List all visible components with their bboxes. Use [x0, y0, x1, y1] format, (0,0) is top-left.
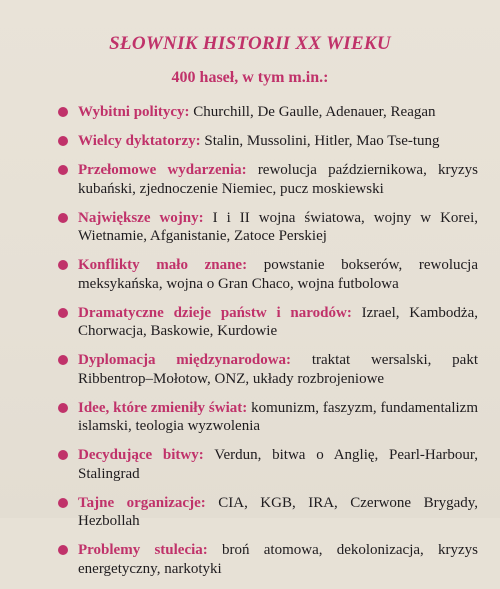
item-label: Największe wojny: [78, 209, 204, 226]
item-label: Przełomowe wydarzenia: [78, 162, 247, 178]
list-item [58, 256, 478, 293]
item-text: CIA, KGB, IRA, Czerwone Brygady, Hezbollah [78, 494, 478, 529]
bullet-icon [58, 260, 68, 270]
item-text: rewolucja październikowa, kryzys kubański, zjednoczenie Niemiec, pucz moskiewski [78, 162, 478, 197]
item-label: Dramatyczne dzieje państw i narodów: [78, 304, 352, 321]
item-label: Dyplomacja międzynarodowa: [78, 352, 292, 368]
item-text: Stalin, Mussolini, Hitler, Mao Tse-tung [204, 133, 440, 149]
bullet-icon [58, 545, 68, 555]
item-label: Wybitni politycy: [78, 104, 190, 120]
list-item [58, 399, 478, 436]
list-item [58, 103, 478, 122]
list-item [58, 351, 478, 388]
list-item [58, 446, 478, 483]
item-label: Konflikty mało znane: [78, 257, 248, 273]
bullet-icon [58, 213, 68, 223]
list-item [58, 209, 478, 246]
bullet-icon [58, 355, 68, 365]
item-text: broń atomowa, dekolonizacja, kryzys energetyczny, narkotyki [78, 542, 479, 577]
bullet-icon [58, 403, 68, 413]
list-item [58, 132, 478, 151]
item-text: Izrael, Kambodża, Chorwacja, Baskowie, Kurdowie [78, 304, 478, 339]
item-text: I i II wojna światowa, wojny w Korei, Wietnamie, Afganistanie, Zatoce Perskiej [78, 209, 479, 244]
page-subtitle: 400 haseł, w tym m.in.: [171, 69, 329, 86]
item-text: Verdun, bitwa o Anglię, Pearl-Harbour, Stalingrad [78, 447, 478, 482]
item-text: Churchill, De Gaulle, Adenauer, Reagan [193, 104, 436, 120]
bullet-icon [58, 165, 68, 175]
item-text: powstanie bokserów, rewolucja meksykańska, wojna o Gran Chaco, wojna futbolowa [78, 257, 478, 292]
item-label: Wielcy dyktatorzy: [78, 133, 201, 149]
page-title: SŁOWNIK HISTORII XX WIEKU [109, 33, 391, 54]
item-text: traktat wersalski, pakt Ribbentrop–Mołotow, ONZ, układy rozbrojeniowe [78, 352, 479, 387]
list-item [58, 494, 478, 531]
list-item [58, 304, 478, 341]
topic-list [58, 103, 478, 589]
item-label: Idee, które zmieniły świat: [78, 399, 248, 416]
bullet-icon [58, 450, 68, 460]
bullet-icon [58, 107, 68, 117]
item-label: Decydujące bitwy: [78, 447, 204, 463]
bullet-icon [58, 308, 68, 318]
list-item [58, 541, 478, 578]
item-label: Problemy stulecia: [78, 542, 208, 558]
bullet-icon [58, 498, 68, 508]
list-item [58, 161, 478, 198]
item-text: komunizm, faszyzm, fundamentalizm islamski, teologia wyzwolenia [78, 399, 478, 434]
item-label: Tajne organizacje: [78, 494, 206, 511]
bullet-icon [58, 136, 68, 146]
